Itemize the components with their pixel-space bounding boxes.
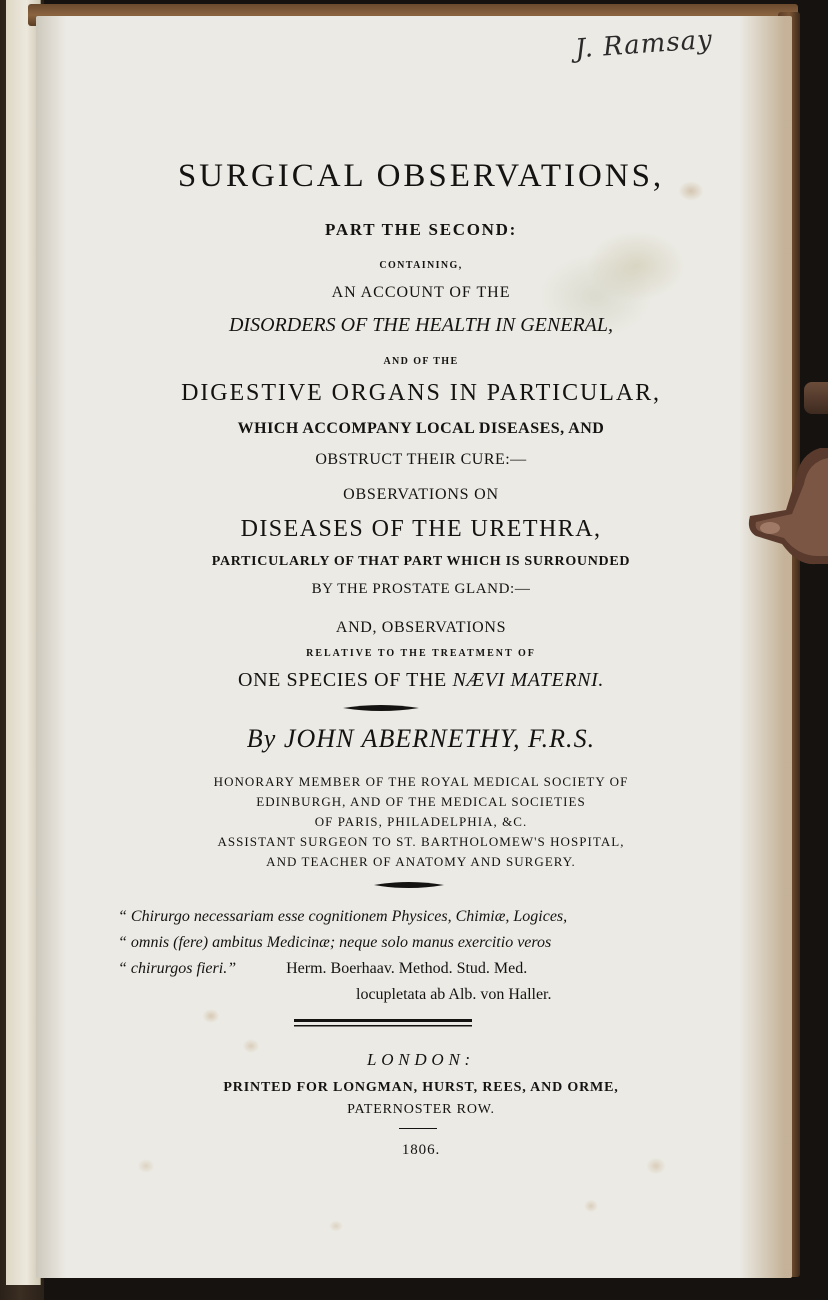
digestive-line: DIGESTIVE ORGANS IN PARTICULAR, — [181, 380, 661, 406]
author-by: By — [246, 724, 277, 753]
double-rule — [294, 1018, 472, 1028]
and-observations-line: AND, OBSERVATIONS — [335, 619, 507, 636]
ornamental-rule-2 — [374, 880, 444, 890]
and-of-the-line: AND OF THE — [383, 356, 459, 367]
observations-on-line: OBSERVATIONS ON — [343, 486, 499, 503]
author-name: JOHN ABERNETHY, F.R.S. — [283, 724, 596, 753]
relative-line: RELATIVE TO THE TREATMENT OF — [306, 648, 536, 659]
epigraph-line-4: locupletata ab Alb. von Haller. — [356, 986, 552, 1003]
epigraph-source: Herm. Boerhaav. Method. Stud. Med. — [286, 960, 528, 977]
epigraph — [118, 904, 678, 1008]
author-credential-3: OF PARIS, PHILADELPHIA, &C. — [314, 814, 528, 829]
author-credential-2: EDINBURGH, AND OF THE MEDICAL SOCIETIES — [256, 794, 586, 809]
ornamental-rule-1 — [343, 703, 419, 713]
prostate-line: BY THE PROSTATE GLAND:— — [311, 581, 531, 597]
imprint-year: 1806. — [401, 1142, 441, 1158]
imprint-city: LONDON: — [367, 1050, 475, 1069]
epigraph-quote-end: “ chirurgos fieri.” — [118, 960, 237, 977]
imprint-year-rule — [399, 1128, 437, 1129]
urethra-line: DISEASES OF THE URETHRA, — [240, 516, 602, 542]
main-title: SURGICAL OBSERVATIONS, — [177, 158, 665, 194]
account-line: AN ACCOUNT OF THE — [331, 284, 511, 301]
obstruct-line: OBSTRUCT THEIR CURE:— — [315, 451, 527, 468]
title-page-text — [36, 16, 792, 1278]
ownership-signature: J. Ramsay — [574, 24, 714, 65]
disorders-line: DISORDERS OF THE HEALTH IN GENERAL, — [228, 314, 614, 336]
author-line — [71, 724, 771, 754]
species-prefix: ONE SPECIES OF THE — [238, 669, 447, 691]
epigraph-line-1: “ Chirurgo necessariam esse cognitionem Physices, Chimiæ, Logices, — [118, 908, 568, 925]
particularly-line: PARTICULARLY OF THAT PART WHICH IS SURROUNDED — [211, 554, 631, 569]
part-title: PART THE SECOND: — [325, 220, 517, 239]
species-line — [71, 669, 771, 692]
epigraph-line-3 — [118, 956, 678, 982]
author-credential-4: ASSISTANT SURGEON TO ST. BARTHOLOMEW'S HOSPITAL, — [217, 834, 625, 849]
imprint-street: PATERNOSTER ROW. — [347, 1102, 495, 1117]
species-italic: NÆVI MATERNI. — [452, 669, 604, 691]
author-credential-5: AND TEACHER OF ANATOMY AND SURGERY. — [266, 854, 576, 869]
epigraph-line-2: “ omnis (fere) ambitus Medicinæ; neque solo manus exercitio veros — [118, 934, 552, 951]
containing-line: CONTAINING, — [379, 260, 463, 271]
clasp-upper — [804, 382, 828, 414]
which-line: WHICH ACCOMPANY LOCAL DISEASES, AND — [237, 420, 605, 437]
author-credential-1: HONORARY MEMBER OF THE ROYAL MEDICAL SOCIETY OF — [213, 774, 629, 789]
imprint-printer: PRINTED FOR LONGMAN, HURST, REES, AND ORME, — [223, 1080, 619, 1095]
